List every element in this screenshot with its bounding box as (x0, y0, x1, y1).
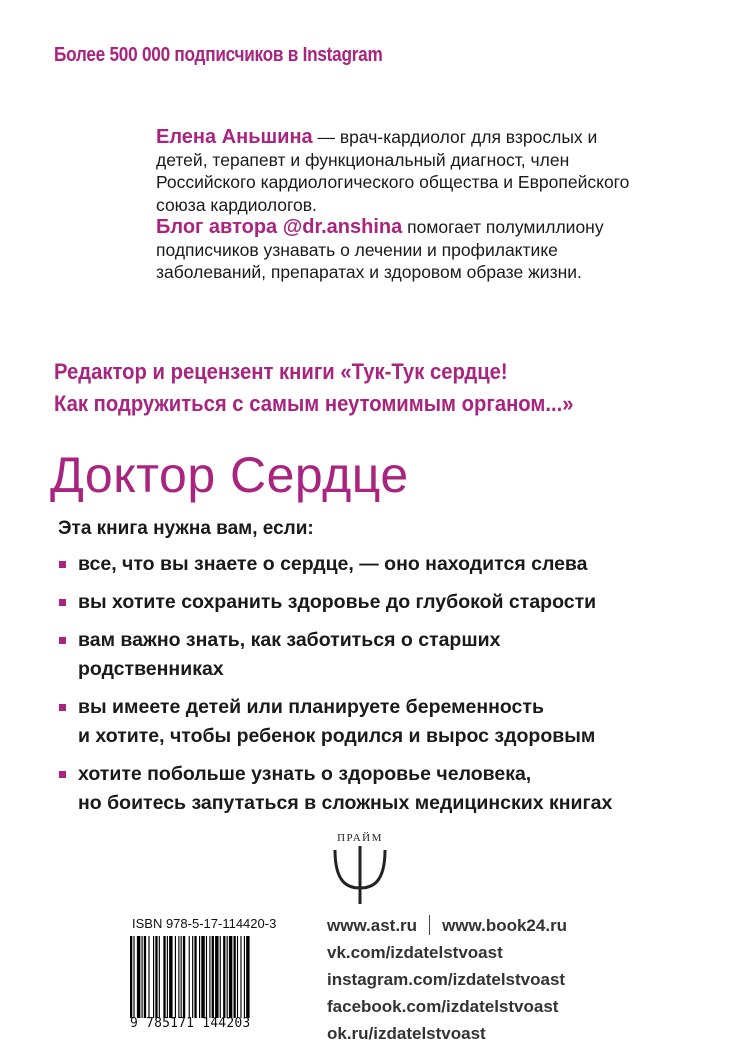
reasons-list (58, 550, 738, 827)
editor-note-line1: Редактор и рецензент книги «Тук-Тук сердце! (54, 359, 508, 384)
list-item: вы хотите сохранить здоровье до глубокой старости (58, 588, 738, 617)
link-vk[interactable]: vk.com/izdatelstvoast (327, 943, 503, 962)
subscribers-tagline: Более 500 000 подписчиков в Instagram (54, 44, 383, 66)
barcode-number: 9 785171 144203 (130, 1016, 251, 1031)
link-ast[interactable]: www.ast.ru (327, 916, 418, 935)
link-facebook[interactable]: facebook.com/izdatelstvoast (327, 997, 559, 1016)
bullet-square-icon (59, 637, 66, 644)
link-book24[interactable]: www.book24.ru (442, 916, 568, 935)
isbn-label: ISBN 978-5-17-114420-3 (132, 916, 277, 931)
bullet-square-icon (59, 771, 66, 778)
list-item: все, что вы знаете о сердце, — оно находится слева (58, 550, 738, 579)
author-blog: Блог автора @dr.anshina (156, 216, 403, 238)
blog-description: помогает полумиллиону подписчиков узнавать о лечении и профилактике заболеваний, препаратах и здоровом образе жизни. (156, 217, 604, 282)
publisher-logo (325, 832, 395, 912)
link-instagram[interactable]: instagram.com/izdatelstvoast (327, 970, 566, 989)
editor-note (54, 356, 574, 420)
list-item: вам важно знать, как заботиться о старших родственниках (58, 626, 738, 684)
book-title: Доктор Сердце (50, 447, 409, 503)
separator (429, 915, 430, 935)
publisher-name: ПРАЙМ (337, 832, 383, 844)
psi-logo-icon (325, 844, 395, 906)
editor-note-line2: Как подружиться с самым неутомимым органом...» (54, 391, 574, 416)
bullet-square-icon (59, 561, 66, 568)
bullet-square-icon (59, 704, 66, 711)
barcode (130, 936, 288, 1018)
author-description: — врач-кардиолог для взрослых и детей, терапевт и функциональный диагност, член Российского кардиологического общества и Европейского союза кардиологов. (156, 127, 630, 215)
author-bio (156, 126, 636, 284)
intro-text: Эта книга нужна вам, если: (58, 518, 314, 539)
list-item: вы имеете детей или планируете беременность и хотите, чтобы ребенок родился и вырос здоровым (58, 693, 738, 751)
list-item: хотите побольше узнать о здоровье человека, но боитесь запутаться в сложных медицинских книгах (58, 760, 738, 818)
bullet-square-icon (59, 599, 66, 606)
link-ok[interactable]: ok.ru/izdatelstvoast (327, 1024, 486, 1043)
author-name: Елена Аньшина (156, 126, 313, 148)
publisher-links (327, 912, 727, 1047)
